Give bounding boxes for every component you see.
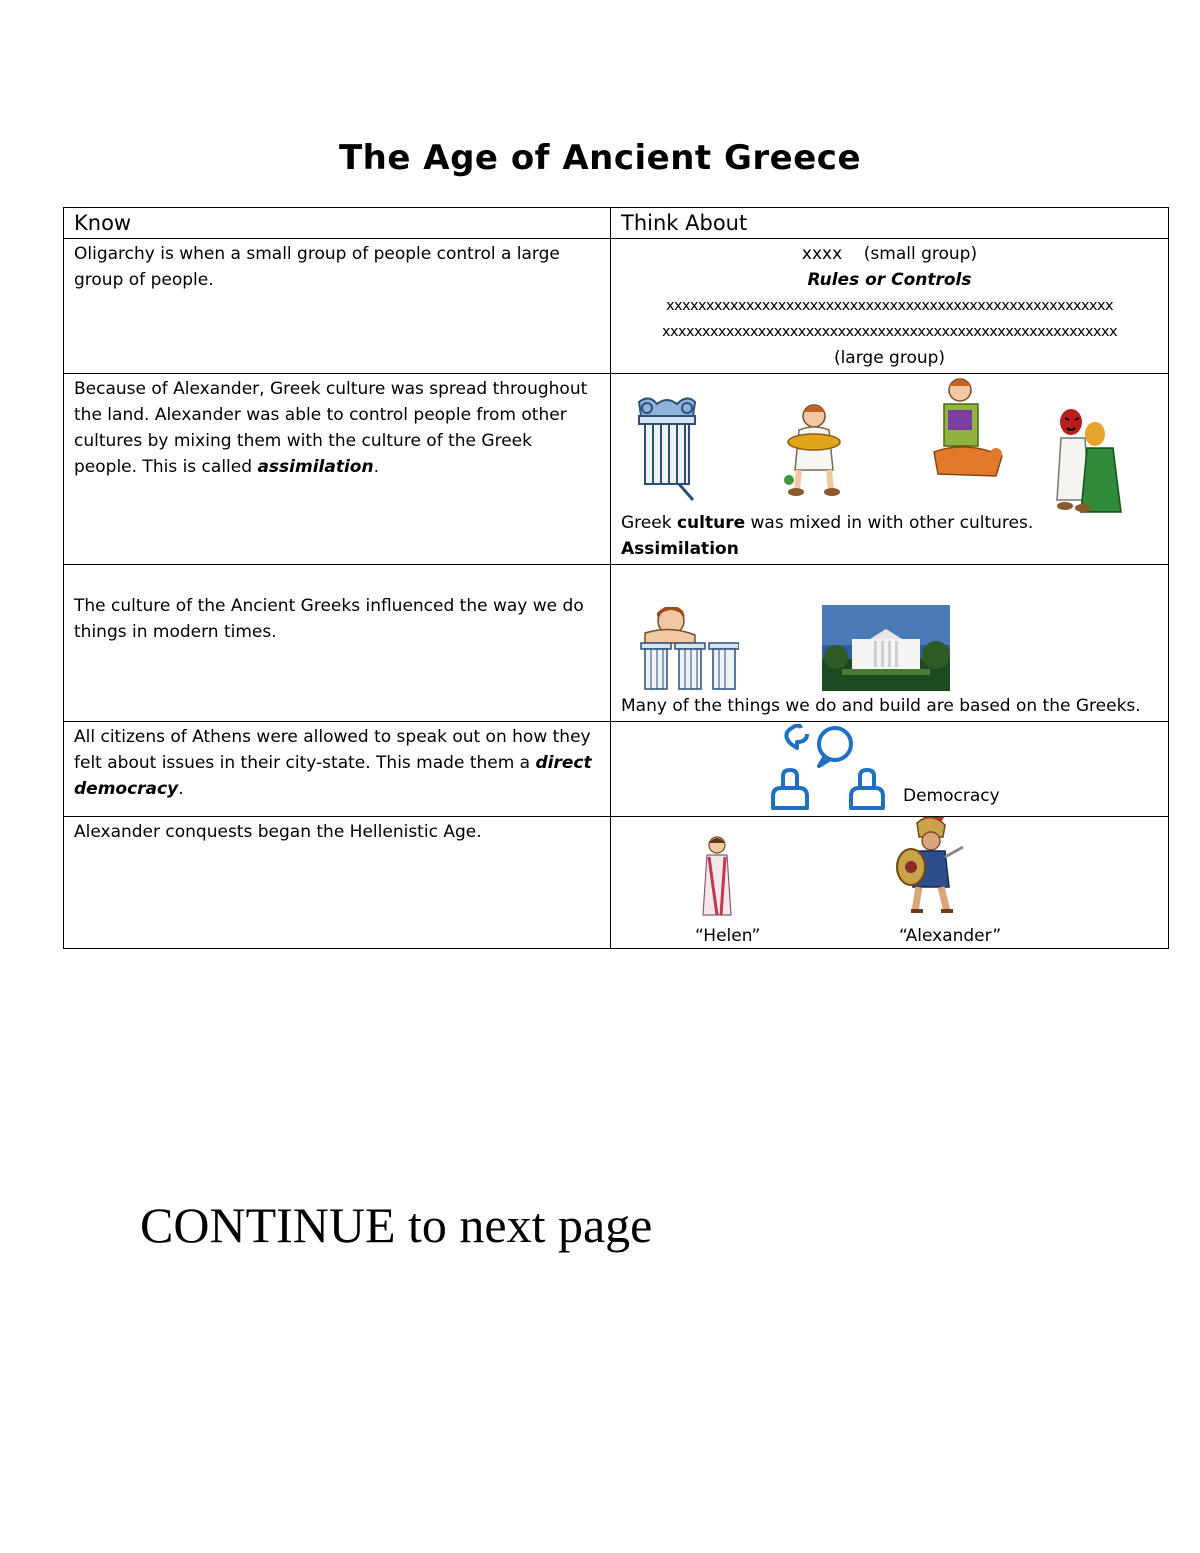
democracy-period: .: [178, 779, 184, 799]
think-cell-hellenistic: [611, 817, 1169, 949]
know-think-table: [63, 207, 1169, 949]
democracy-text: All citizens of Athens were allowed to speak out on how they felt about issues in their city-state. This made them a: [74, 727, 591, 773]
know-cell-modern-influence: The culture of the Ancient Greeks influenced the way we do things in modern times.: [64, 565, 611, 722]
rules-or-controls: Rules or Controls: [807, 270, 972, 290]
think-cell-democracy: [611, 722, 1169, 817]
small-group-x: xxxx: [801, 244, 843, 264]
small-group-line: [621, 241, 1158, 267]
alexander-label: “Alexander”: [899, 926, 1002, 946]
man-leaning-on-columns-icon: [635, 607, 739, 691]
culture-caption-suffix: was mixed in with other cultures.: [745, 513, 1034, 533]
think-cell-modern-influence: [611, 565, 1169, 722]
boy-with-fish-icon: [781, 400, 847, 500]
assimilation-label: Assimilation: [621, 539, 739, 559]
boy-with-pot-icon: [926, 376, 1008, 486]
alexander-warrior-icon: [893, 817, 967, 917]
know-cell-hellenistic: Alexander conquests began the Hellenistic Age.: [64, 817, 611, 949]
actors-with-masks-icon: [1051, 408, 1131, 520]
assimilation-period: .: [373, 457, 379, 477]
culture-caption-prefix: Greek: [621, 513, 677, 533]
helen-label: “Helen”: [695, 926, 761, 946]
table-row: [64, 817, 1169, 949]
modern-clipart-strip: [621, 567, 1158, 693]
know-cell-oligarchy: Oligarchy is when a small group of people control a large group of people.: [64, 239, 611, 374]
culture-clipart-strip: [621, 376, 1158, 510]
large-group-label: (large group): [833, 348, 946, 368]
know-cell-assimilation: [64, 374, 611, 565]
page-title: The Age of Ancient Greece: [338, 138, 862, 178]
democracy-term: direct democracy: [74, 753, 592, 799]
think-cell-oligarchy: [611, 239, 1169, 374]
helen-figure-icon: [697, 835, 737, 921]
table-row: [64, 722, 1169, 817]
large-group-x-line-1: xxxxxxxxxxxxxxxxxxxxxxxxxxxxxxxxxxxxxxxxxxxxxxxxxxxxxxxx: [666, 298, 1113, 314]
large-group-x-line-2: xxxxxxxxxxxxxxxxxxxxxxxxxxxxxxxxxxxxxxxxxxxxxxxxxxxxxxxxx: [662, 324, 1117, 340]
table-row: [64, 374, 1169, 565]
table-header-row: [64, 208, 1169, 239]
continue-footer: CONTINUE to next page: [140, 1197, 653, 1253]
democracy-label: Democracy: [903, 786, 1000, 806]
table-row: [64, 239, 1169, 374]
white-house-photo: [822, 605, 950, 691]
people-talking-icon: [763, 724, 893, 814]
modern-caption: Many of the things we do and build are based on the Greeks.: [621, 696, 1141, 716]
header-know: Know: [64, 208, 611, 239]
greek-column-icon: [635, 396, 699, 504]
think-cell-assimilation: [611, 374, 1169, 565]
culture-caption-term: culture: [676, 513, 746, 533]
header-think-about: Think About: [611, 208, 1169, 239]
assimilation-term: assimilation: [257, 457, 374, 477]
assimilation-text: Because of Alexander, Greek culture was spread throughout the land. Alexander was able to control people from other cultures by mixing them with the culture of the Greek people. This is called: [74, 379, 588, 477]
table-row: [64, 565, 1169, 722]
know-cell-democracy: [64, 722, 611, 817]
small-group-label: (small group): [863, 244, 978, 264]
